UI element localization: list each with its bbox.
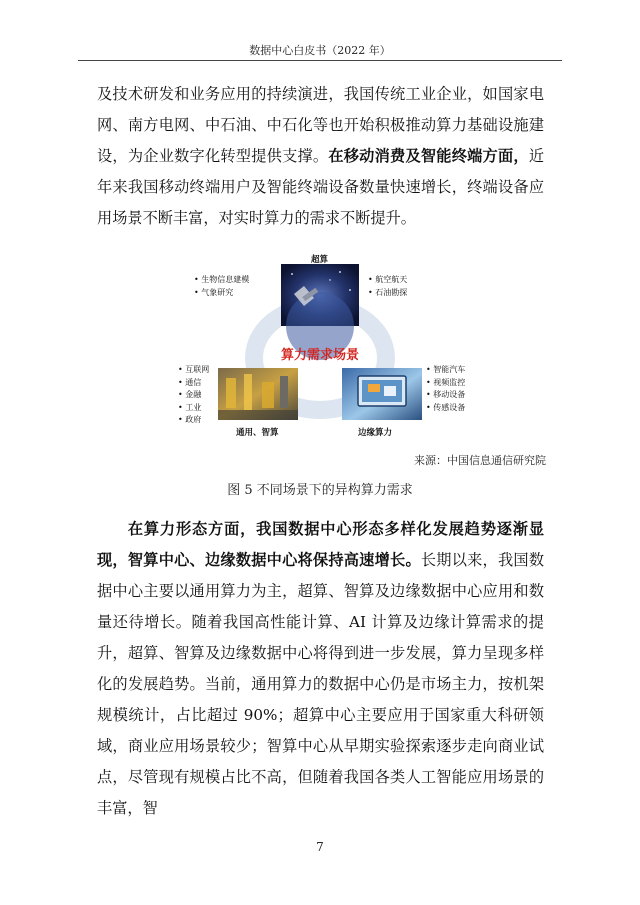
figure-center-title: 算力需求场景 [280, 348, 359, 363]
scenario-item: • 航空航天 [368, 274, 407, 287]
scenario-item: • 智能汽车 [426, 364, 465, 377]
general-compute-label: 通用、智算 [236, 428, 279, 438]
scenario-item: • 政府 [178, 414, 209, 427]
paragraph-2 [97, 514, 544, 824]
scenario-item: • 气象研究 [194, 287, 249, 300]
scenario-item: • 传感设备 [426, 402, 465, 415]
general-compute-list [178, 364, 209, 427]
page-number: 7 [316, 840, 324, 854]
paragraph-1-tail: 近年来我国移动终端用户及智能终端设备数量快速增长，终端设备应用场景不断丰富，对实时算力的需求不断提升。 [97, 147, 544, 227]
scenario-item: • 视频监控 [426, 377, 465, 390]
scenario-item: • 互联网 [178, 364, 209, 377]
header-rule [78, 60, 562, 61]
scenario-item: • 移动设备 [426, 389, 465, 402]
paragraph-1-line-3: 设，为企业数字化转型提供支撑。 [97, 147, 329, 165]
edge-compute-list [426, 364, 465, 414]
supercomputing-left-list [194, 274, 249, 299]
scenario-item: • 金融 [178, 389, 209, 402]
supercomputing-right-list [368, 274, 407, 299]
paragraph-1-bold: 在移动消费及智能终端方面， [328, 147, 529, 165]
scenario-item: • 石油勘探 [368, 287, 407, 300]
paragraph-2-bold: 在算力形态方面，我国数据中心形态多样化发展趋势逐渐显现，智算中心、边缘数据中心将保持高速增长。 [97, 520, 544, 569]
paragraph-2-text: 长期以来，我国数据中心主要以通用算力为主，超算、智算及边缘数据中心应用和数量还待增长。随着我国高性能计算、AI 计算及边缘计算需求的提升，超算、智算及边缘数据中心将得到进一步发展，算力呈现多样化的发展趋势。当前，通用算力的数据中心仍是市场主力，按机架规模统计，占比超过 90%；超算中心主要应用于国家重大科研领域，商业应用场景较少；智算中心从早期实验探索逐步走向商业试点，尽管现有规模占比不高，但随着我国各类人工智能应用场景的丰富，智 [97, 551, 544, 817]
scenario-item: • 通信 [178, 377, 209, 390]
scenario-item: • 工业 [178, 402, 209, 415]
supercomputing-label: 超算 [311, 255, 329, 265]
scenario-item: • 生物信息建模 [194, 274, 249, 287]
page-header: 数据中心白皮书（2022 年） [249, 44, 391, 57]
figure-source: 来源：中国信息通信研究院 [414, 454, 546, 467]
edge-compute-label: 边缘算力 [358, 428, 393, 438]
paragraph-1 [97, 79, 544, 234]
paragraph-1-line-1: 及技术研发和业务应用的持续演进，我国传统工业企业，如国家电 [97, 85, 544, 103]
figure-caption: 图 5 不同场景下的异构算力需求 [227, 483, 413, 498]
paragraph-1-line-2: 网、南方电网、中石油、中石化等也开始积极推动算力基础设施建 [97, 116, 544, 134]
compute-scenario-figure [170, 250, 470, 438]
